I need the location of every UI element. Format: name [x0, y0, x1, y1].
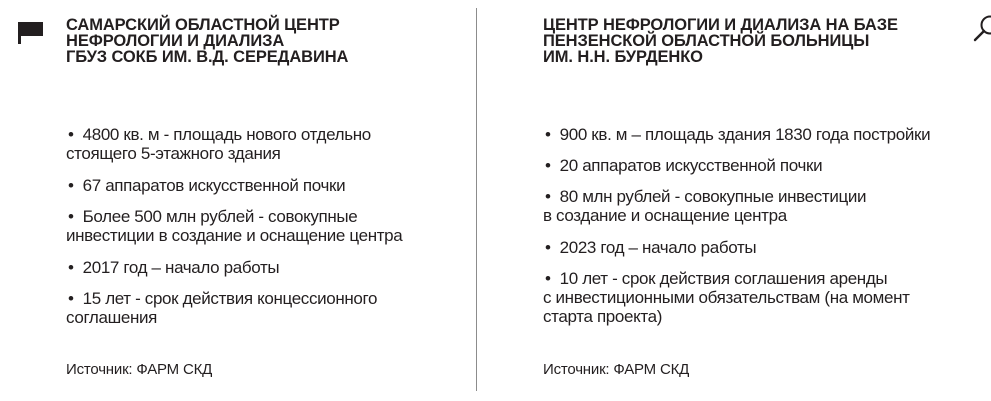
left-fact-list: [66, 125, 402, 327]
list-item: [66, 125, 402, 163]
item-line: инвестиции в создание и оснащение центра: [66, 226, 403, 245]
left-title-line: САМАРСКИЙ ОБЛАСТНОЙ ЦЕНТР: [66, 16, 340, 34]
left-title-line: ГБУЗ СОКБ ИМ. В.Д. СЕРЕДАВИНА: [66, 48, 349, 66]
bullet: •: [545, 156, 551, 175]
right-column: [478, 0, 991, 401]
list-item: [543, 125, 930, 144]
item-line: • 15 лет - срок действия концессионного: [68, 289, 378, 308]
column-divider: [476, 8, 477, 391]
item-line: • 900 кв. м – площадь здания 1830 года постройки: [545, 125, 931, 144]
list-item: [66, 176, 402, 195]
list-item: [543, 238, 930, 257]
bullet: •: [68, 289, 74, 308]
item-line: старта проекта): [543, 307, 663, 326]
source-note: Источник: ФАРМ СКД: [543, 361, 690, 378]
item-line: • 4800 кв. м - площадь нового отдельно: [68, 125, 371, 144]
list-item: [66, 289, 402, 327]
left-column: [0, 0, 476, 401]
right-title-line: ПЕНЗЕНСКОЙ ОБЛАСТНОЙ БОЛЬНИЦЫ: [543, 32, 870, 50]
left-title: [66, 17, 348, 65]
bullet: •: [68, 176, 74, 195]
bullet: •: [545, 125, 551, 144]
right-title: [543, 17, 898, 65]
search-icon: [973, 14, 991, 42]
source-note: Источник: ФАРМ СКД: [66, 361, 213, 378]
bullet: •: [68, 207, 74, 226]
item-line: с инвестиционными обязательствам (на момент: [543, 288, 910, 307]
item-line: соглашения: [66, 308, 158, 327]
item-line: в создание и оснащение центра: [543, 206, 787, 225]
item-line: • 20 аппаратов искусственной почки: [545, 156, 823, 175]
list-item: [543, 187, 930, 225]
item-line: • 10 лет - срок действия соглашения аренды: [545, 269, 888, 288]
item-line: • Более 500 млн рублей - совокупные: [68, 207, 358, 226]
right-title-line: ЦЕНТР НЕФРОЛОГИИ И ДИАЛИЗА НА БАЗЕ: [543, 16, 898, 34]
bullet: •: [545, 238, 551, 257]
bullet: •: [68, 258, 74, 277]
bullet: •: [545, 187, 551, 206]
bullet: •: [68, 125, 74, 144]
item-line: • 80 млн рублей - совокупные инвестиции: [545, 187, 867, 206]
left-title-line: НЕФРОЛОГИИ И ДИАЛИЗА: [66, 32, 285, 50]
item-line: • 2023 год – начало работы: [545, 238, 757, 257]
item-line: • 67 аппаратов искусственной почки: [68, 176, 346, 195]
list-item: [66, 258, 402, 277]
list-item: [543, 156, 930, 175]
right-fact-list: [543, 125, 930, 326]
flag-icon: [18, 22, 44, 44]
list-item: [543, 269, 930, 326]
list-item: [66, 207, 402, 245]
right-title-line: ИМ. Н.Н. БУРДЕНКО: [543, 48, 703, 66]
bullet: •: [545, 269, 551, 288]
item-line: стоящего 5-этажного здания: [66, 144, 281, 163]
item-line: • 2017 год – начало работы: [68, 258, 280, 277]
